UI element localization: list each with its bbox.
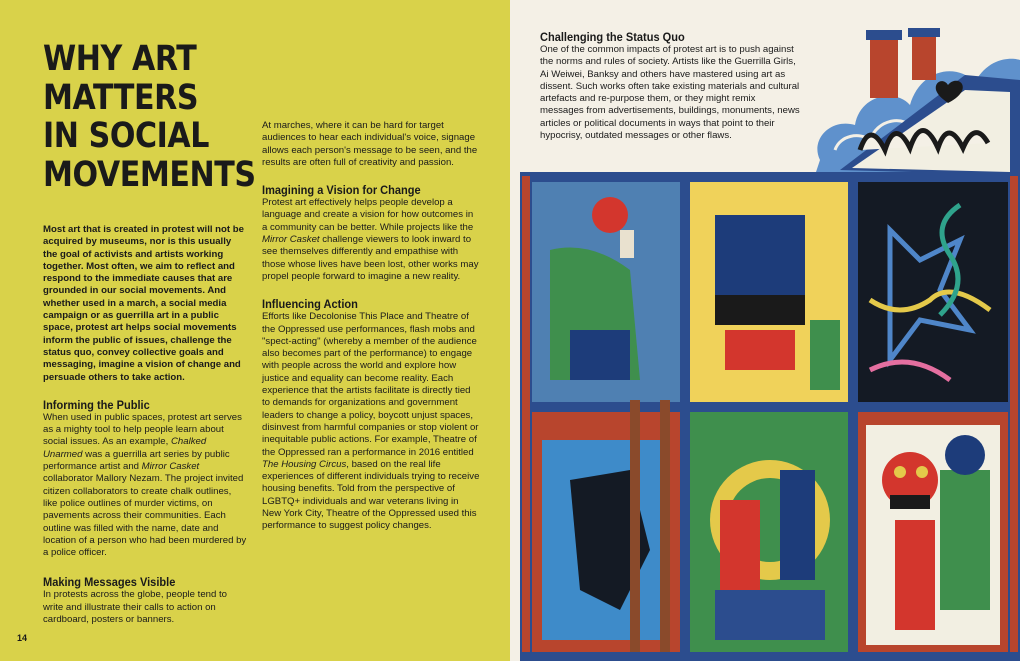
- informing-text-3: collaborator Mallory Nezam. The project invited citizen collaborators to create chalk outlines, like police outlines of murder victims, on pavements across their communities. Each outline was filled with the name, date and location of a person who had been murdered by a police officer.: [43, 473, 247, 559]
- heading-influencing-action: Influencing Action: [262, 297, 358, 312]
- right-page: [510, 0, 1020, 661]
- messages-paragraph: In protests across the globe, people tend to write and illustrate their calls to action on cardboard, posters or banners.: [43, 589, 228, 626]
- window-top-middle: [690, 182, 848, 402]
- work-title-chalked-unarmed: Chalked Unarmed: [43, 436, 207, 460]
- window-bottom-middle: [690, 412, 848, 652]
- heading-informing-the-public: Informing the Public: [43, 397, 150, 412]
- page-title: WHY ART MATTERS IN SOCIAL MOVEMENTS: [43, 39, 256, 195]
- marches-paragraph: At marches, where it can be hard for target audiences to hear each individual's voice, signage allows each person's message to be seen, and the results are often full of creativity and passion.: [262, 120, 478, 168]
- window-top-right: [858, 182, 1008, 402]
- vision-text-2: challenge viewers to look inward to see themselves differently and empathise with those whose lives have been lost, other works may propel people forward to imagine a new reality.: [262, 234, 479, 282]
- heading-challenging-status-quo: Challenging the Status Quo: [540, 30, 685, 44]
- heading-imagining-a-vision: Imagining a Vision for Change: [262, 183, 421, 198]
- vision-text-1: Protest art effectively helps people develop a language and create a vision for how outcomes in a community can be better. While projects like the: [262, 197, 474, 233]
- action-text-2: , based on the real life experiences of different individuals trying to receive housing benefits. Told from the perspective of LGBTQ+ individuals and war veterans living in New York City, Theatre of the Oppressed used this performance to suggest policy changes.: [262, 458, 480, 532]
- middle-column: [262, 120, 480, 533]
- vision-paragraph: [262, 197, 480, 283]
- work-title-housing-circus: The Housing Circus: [262, 458, 347, 470]
- informing-paragraph: [43, 412, 248, 560]
- informing-text-1: When used in public spaces, protest art serves as a mighty tool to help people learn about social issues. As an example,: [43, 411, 242, 448]
- informing-text-2: was a guerrilla art series by public performance artist and: [43, 448, 230, 473]
- work-title-mirror-casket: Mirror Casket: [141, 461, 200, 473]
- status-quo-paragraph: One of the common impacts of protest art is to push against the norms and rules of society. Artists like the Guerrilla Girls, Ai Weiwei, Banksy and others have mastered using art as dissent. Such works often take existing materials and cultural artefacts and re-purpose them, or they might remix messages from advertisements, buildings, monuments, news articles or political documents in ways that point to their hypocrisy, outdated messages or other flaws.: [540, 44, 800, 142]
- chimney-right: [912, 35, 936, 80]
- chimney-left: [870, 38, 898, 98]
- window-bottom-right: [858, 412, 1008, 652]
- right-column: [540, 30, 800, 142]
- action-paragraph: [262, 311, 480, 532]
- window-top-left: [532, 182, 680, 402]
- action-text-1: Efforts like Decolonise This Place and Theatre of the Oppressed use performances, flash mobs and "spect-acting" (whereby a member of the audience also becomes part of the performance) to engage with people across the world and explore how justice and equality can become reality. Each experience that the artists facilitate is directly tied to demands for organizations and government leaders to change a policy, boycott unjust spaces, disinvest from harmful companies or stop violent or inequitable public actions. For example, Theatre of the Oppressed ran a performance in 2016 entitled: [262, 311, 479, 458]
- work-title-mirror-casket-2: Mirror Casket: [262, 234, 320, 246]
- left-column: [43, 224, 248, 626]
- page-number: 14: [17, 633, 28, 643]
- window-bottom-left: [532, 400, 680, 652]
- intro-paragraph: Most art that is created in protest will not be acquired by museums, nor is this usually the goal of activists and artists working together. Most often, we aim to reflect and respond to the immediate causes that are grounded in our social movements. And whether used in a march, a social media campaign or as guerrilla art in a public space, protest art helps social movements inform the public of issues, challenge the status quo, convey collective goals and messaging, imagine a vision of change and persuade others to take action.: [43, 224, 244, 383]
- heading-making-messages-visible: Making Messages Visible: [43, 575, 176, 590]
